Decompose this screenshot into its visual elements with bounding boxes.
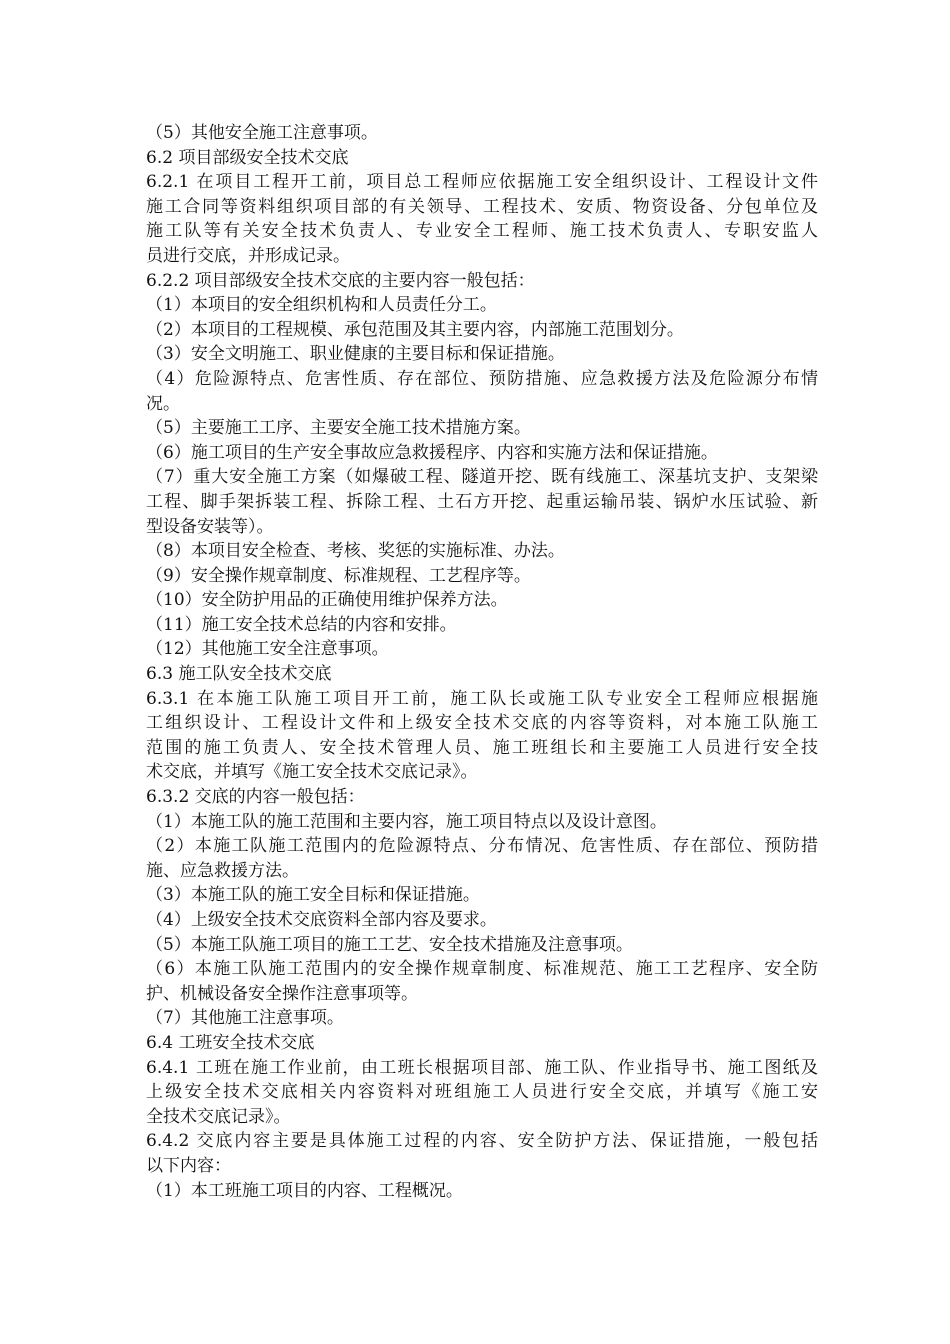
list-item: （4）上级安全技术交底资料全部内容及要求。 <box>146 910 497 930</box>
list-item: （3）安全文明施工、职业健康的主要目标和保证措施。 <box>146 344 565 365</box>
text-line: 型设备安装等）。 <box>146 516 274 537</box>
text-line: 况。 <box>146 393 180 414</box>
text-line: 施工合同等资料组织项目部的有关领导、工程技术、安质、物资设备、分包单位及 <box>146 196 818 217</box>
section-heading: 6.2 项目部级安全技术交底 <box>146 147 349 168</box>
text-line: 6.4.1 工班在施工作业前，由工班长根据项目部、施工队、作业指导书、施工图纸及 <box>146 1057 818 1078</box>
text-line: 以下内容： <box>146 1155 231 1176</box>
text-line: 员进行交底，并形成记录。 <box>146 245 350 266</box>
text-line: 6.3.1 在本施工队施工项目开工前，施工队长或施工队专业安全工程师应根据施 <box>146 688 818 709</box>
list-item: （9）安全操作规章制度、标准规程、工艺程序等。 <box>146 565 531 586</box>
list-item: （1）本项目的安全组织机构和人员责任分工。 <box>146 295 497 316</box>
list-item: （7）其他施工注意事项。 <box>146 1008 344 1029</box>
section-heading: 6.3 施工队安全技术交底 <box>146 664 332 685</box>
text-line: 工程、脚手架拆装工程、拆除工程、土石方开挖、起重运输吊装、锅炉水压试验、新 <box>146 491 818 512</box>
list-item: （5）主要施工工序、主要安全施工技术措施方案。 <box>146 418 531 439</box>
text-line: 全技术交底记录》。 <box>146 1106 291 1127</box>
document-page <box>146 121 818 1203</box>
list-item: （1）本工班施工项目的内容、工程概况。 <box>146 1180 463 1201</box>
list-item: （5）本施工队施工项目的施工工艺、安全技术措施及注意事项。 <box>146 934 633 955</box>
list-item: （7）重大安全施工方案（如爆破工程、隧道开挖、既有线施工、深基坑支护、支架梁 <box>146 467 818 488</box>
text-line: 6.3.2 交底的内容一般包括： <box>146 787 365 808</box>
list-item: （2）本项目的工程规模、承包范围及其主要内容，内部施工范围划分。 <box>146 319 684 340</box>
text-line: 护、机械设备安全操作注意事项等。 <box>146 983 418 1004</box>
text-line: （5）其他安全施工注意事项。 <box>146 123 378 143</box>
text-line: 施工队等有关安全技术负责人、专业安全工程师、施工技术负责人、专职安监人 <box>146 221 818 242</box>
list-item: （10）安全防护用品的正确使用维护保养方法。 <box>146 590 508 611</box>
list-item: （3）本施工队的施工安全目标和保证措施。 <box>146 885 480 906</box>
list-item: （6）本施工队施工范围内的安全操作规章制度、标准规范、施工工艺程序、安全防 <box>146 959 818 980</box>
list-item: （2）本施工队施工范围内的危险源特点、分布情况、危害性质、存在部位、预防措 <box>146 836 818 857</box>
text-line: 范围的施工负责人、安全技术管理人员、施工班组长和主要施工人员进行安全技 <box>146 737 818 758</box>
list-item: （6）施工项目的生产安全事故应急救援程序、内容和实施方法和保证措施。 <box>146 442 718 463</box>
list-item: （1）本施工队的施工范围和主要内容，施工项目特点以及设计意图。 <box>146 811 667 832</box>
text-line: 术交底，并填写《施工安全技术交底记录》。 <box>146 762 478 783</box>
text-line: 6.2.1 在项目工程开工前，项目总工程师应依据施工安全组织设计、工程设计文件 <box>146 172 818 193</box>
text-line: 施、应急救援方法。 <box>146 860 299 881</box>
text-line: 6.2.2 项目部级安全技术交底的主要内容一般包括： <box>146 270 535 291</box>
text-line: 上级安全技术交底相关内容资料对班组施工人员进行安全交底，并填写《施工安 <box>146 1082 818 1103</box>
list-item: （11）施工安全技术总结的内容和安排。 <box>146 614 457 635</box>
list-item: （12）其他施工安全注意事项。 <box>146 639 389 660</box>
list-item: （4）危险源特点、危害性质、存在部位、预防措施、应急救援方法及危险源分布情 <box>146 368 818 389</box>
text-line: 6.4.2 交底内容主要是具体施工过程的内容、安全防护方法、保证措施，一般包括 <box>146 1131 818 1152</box>
section-heading: 6.4 工班安全技术交底 <box>146 1032 315 1053</box>
list-item: （8）本项目安全检查、考核、奖惩的实施标准、办法。 <box>146 541 565 562</box>
text-line: 工组织设计、工程设计文件和上级安全技术交底的内容等资料，对本施工队施工 <box>146 713 818 734</box>
